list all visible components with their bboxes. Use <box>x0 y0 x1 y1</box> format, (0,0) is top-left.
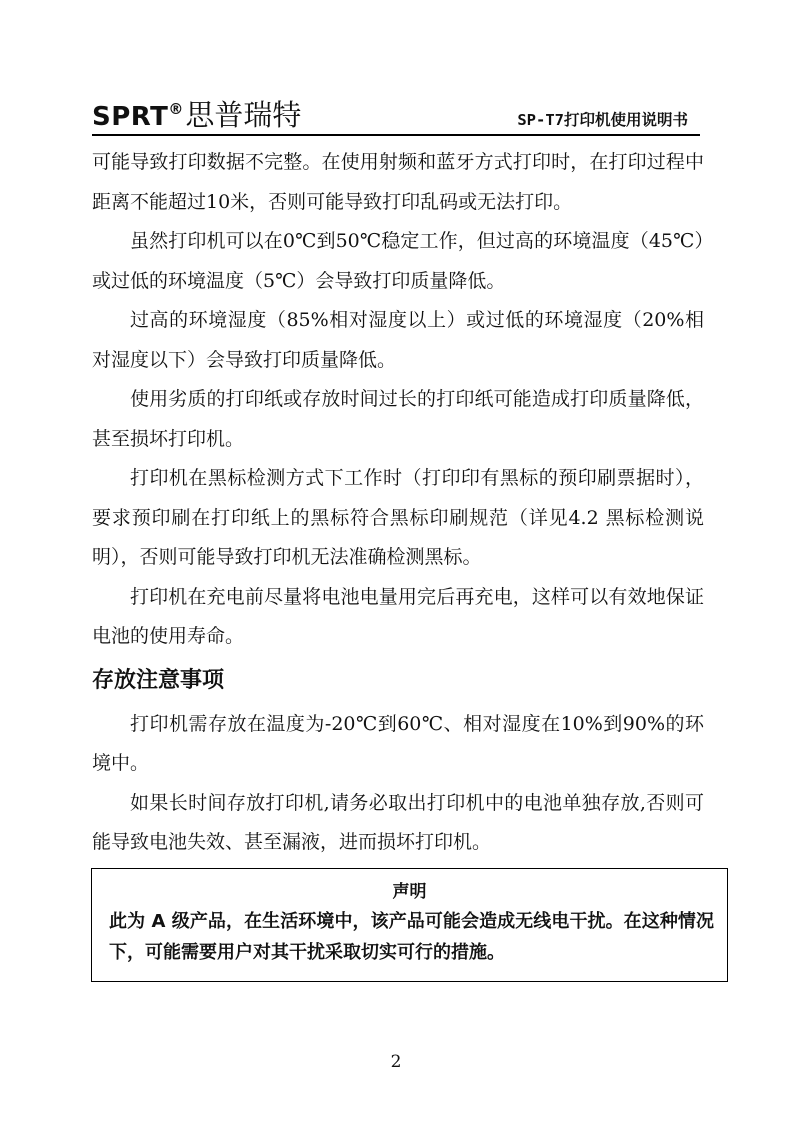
brand-chinese-name: 思普瑞特 <box>185 98 302 132</box>
registered-mark: ® <box>168 100 184 118</box>
paragraph-black-mark: 打印机在黑标检测方式下工作时（打印印有黑标的预印刷票据时），要求预印刷在打印纸上的黑标符合黑标印刷规范（详见4.2 黑标检测说明），否则可能导致打印机无法准确检测黑标。 <box>92 467 704 568</box>
paragraph-battery: 打印机在充电前尽量将电池电量用完后再充电，这样可以有效地保证电池的使用寿命。 <box>92 585 704 647</box>
paragraph-storage-environment: 打印机需存放在温度为-20℃到60℃、相对湿度在10%到90%的环境中。 <box>92 712 704 774</box>
page-header <box>92 92 700 136</box>
notice-box <box>91 868 728 982</box>
paragraph-storage-battery: 如果长时间存放打印机,请务必取出打印机中的电池单独存放,否则可能导致电池失效、甚至漏液，进而损坏打印机。 <box>92 791 704 853</box>
brand-logo <box>92 94 301 132</box>
paragraph-continued: 可能导致打印数据不完整。在使用射频和蓝牙方式打印时，在打印过程中距离不能超过10米，否则可能导致打印乱码或无法打印。 <box>92 151 704 213</box>
section-heading-storage: 存放注意事项 <box>92 667 225 693</box>
page-number: 2 <box>390 1052 402 1072</box>
notice-body: 此为 A 级产品，在生活环境中，该产品可能会造成无线电干扰。在这种情况下，可能需要用户对其干扰采取切实可行的措施。 <box>109 911 714 963</box>
main-content <box>92 143 704 863</box>
paragraph-temperature: 虽然打印机可以在0℃到50℃稳定工作，但过高的环境温度（45℃）或过低的环境温度（5℃）会导致打印质量降低。 <box>92 230 704 292</box>
paragraph-humidity: 过高的环境湿度（85%相对湿度以上）或过低的环境湿度（20%相对湿度以下）会导致打印质量降低。 <box>92 309 704 371</box>
brand-latin-name: SPRT <box>92 102 169 132</box>
notice-title: 声明 <box>392 882 427 902</box>
paragraph-paper-quality: 使用劣质的打印纸或存放时间过长的打印纸可能造成打印质量降低，甚至损坏打印机。 <box>92 388 704 450</box>
document-title: SP-T7打印机使用说明书 <box>517 111 688 129</box>
